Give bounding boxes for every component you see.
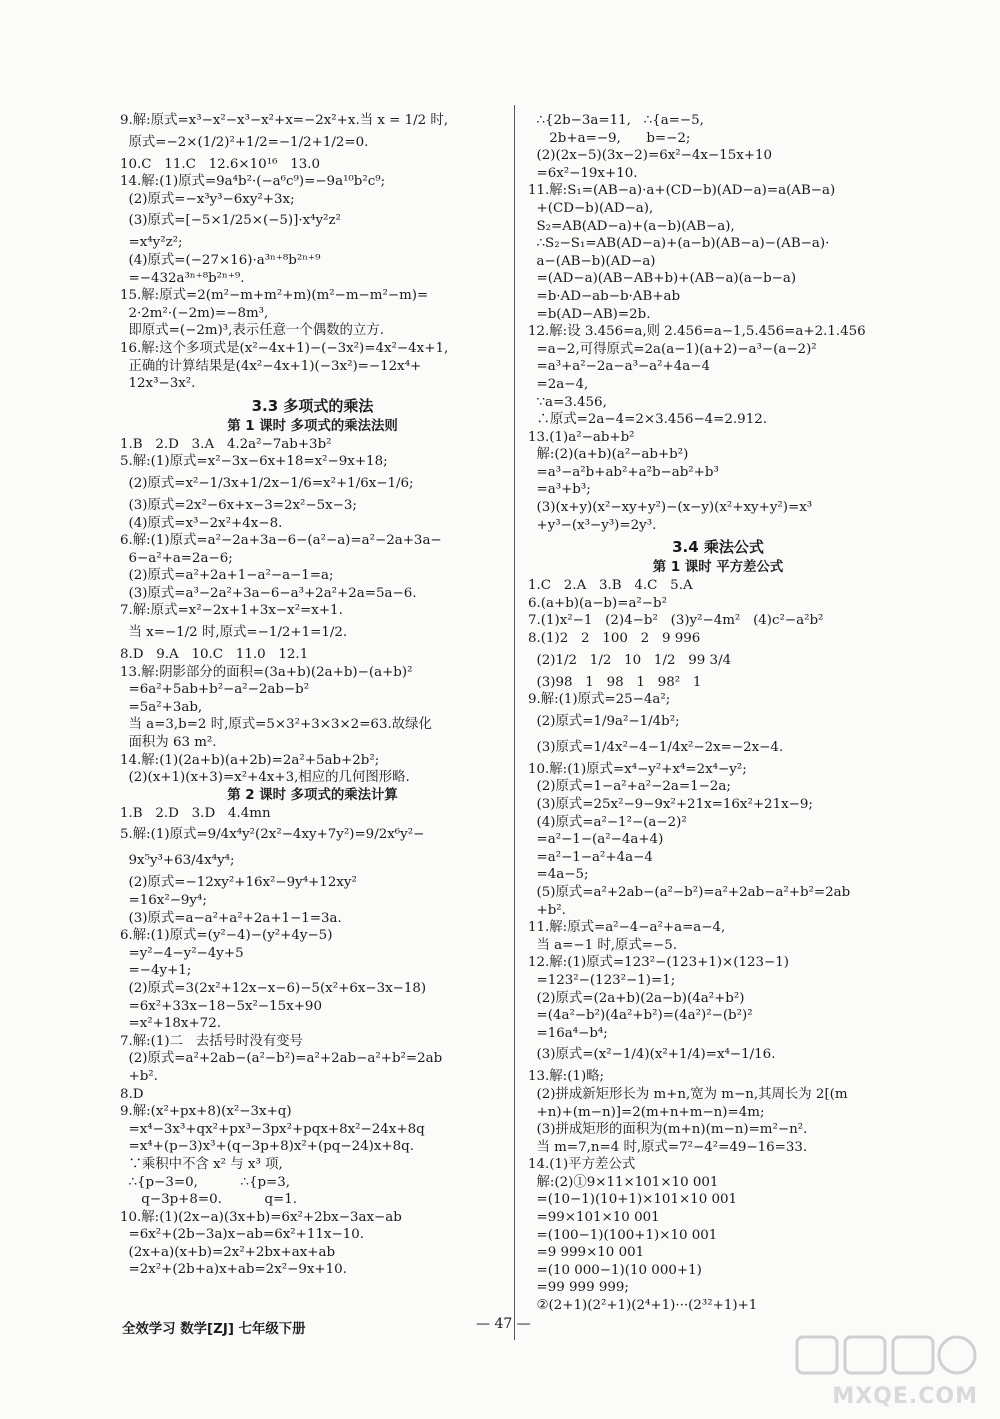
answer-line: 当 a=−1 时,原式=−5.	[528, 937, 678, 953]
answer-line: =99×101×10 001	[528, 1210, 660, 1226]
answer-line: =a³+a²−2a−a³−a²+4a−4	[528, 359, 710, 375]
answer-line: =−432a³ⁿ⁺⁸b²ⁿ⁺⁹.	[120, 270, 245, 286]
answer-line: +(CD−b)(AD−a),	[528, 200, 654, 216]
answer-line: 11.解:S₁=(AB−a)·a+(CD−b)(AD−a)=a(AB−a)	[528, 183, 836, 199]
answer-line: =16a⁴−b⁴;	[528, 1025, 608, 1041]
answer-line: (2)拼成新矩形长为 m+n,宽为 m−n,其周长为 2[(m	[528, 1086, 848, 1102]
answer-line: (3)(x+y)(x²−xy+y²)−(x−y)(x²+xy+y²)=x³	[528, 500, 813, 516]
answer-line: 9.解:原式=x³−x²−x³−x²+x=−2x²+x.当 x = 1/2 时,	[120, 113, 449, 128]
section-heading: 3.3 多项式的乘法	[251, 396, 374, 415]
answer-line: (4)原式=x³−2x²+4x−8.	[120, 515, 283, 531]
answer-line: 1.B 2.D 3.A 4.2a²−7ab+3b²	[120, 436, 332, 452]
answer-line: 9.解:(x²+px+8)(x²−3x+q)	[120, 1104, 292, 1120]
answer-line: 当 m=7,n=4 时,原式=7²−4²=49−16=33.	[528, 1139, 808, 1155]
answer-line: +b².	[120, 1068, 158, 1084]
answer-line: 5.解:(1)原式=x²−3x−6x+18=x²−9x+18;	[120, 454, 388, 470]
answer-line: 6.(a+b)(a−b)=a²−b²	[528, 595, 667, 611]
answer-line: 原式=−2×(1/2)²+1/2=−1/2+1/2=0.	[120, 134, 369, 150]
right-column	[528, 112, 908, 1315]
answer-line: (4)原式=(−27×16)·a³ⁿ⁺⁸b²ⁿ⁺⁹	[120, 252, 321, 268]
answer-line: 13.解:阴影部分的面积=(3a+b)(2a+b)−(a+b)²	[120, 664, 413, 680]
answer-line: 当 a=3,b=2 时,原式=5×3²+3×3×2=63.故绿化	[120, 717, 432, 733]
answer-line: (2)原式=−x³y³−6xy²+3x;	[120, 191, 295, 207]
answer-line: 9.解:(1)原式=25−4a²;	[528, 692, 671, 708]
answer-line: (2)原式=−12xy²+16x²−9y⁴+12xy²	[120, 875, 357, 891]
answer-line: ∴{p−3=0, ∴{p=3,	[120, 1174, 291, 1190]
section-heading: 3.4 乘法公式	[672, 538, 764, 557]
answer-line: (2)原式=a²+2a+1−a²−a−1=a;	[120, 568, 334, 584]
answer-line: S₂=AB(AD−a)+(a−b)(AB−a),	[528, 218, 735, 234]
answer-line: 解:(2)①9×11×101×10 001	[528, 1174, 719, 1190]
answer-line: 6.解:(1)原式=a²−2a+3a−6−(a²−a)=a²−2a+3a−	[120, 533, 442, 549]
answer-line: =(10−1)(10+1)×101×10 001	[528, 1192, 738, 1208]
answer-line: 13.解:(1)略;	[528, 1069, 605, 1085]
answer-line: =6x²−19x+10.	[528, 165, 638, 181]
answer-line: =x²+18x+72.	[120, 1016, 221, 1032]
answer-line: 解:(2)(a+b)(a²−ab+b²)	[528, 447, 689, 463]
answer-line: 即原式=(−2m)³,表示任意一个偶数的立方.	[120, 323, 384, 339]
answer-line: (4)原式=a²−1²−(a−2)²	[528, 814, 687, 830]
answer-line: =x⁴+(p−3)x³+(q−3p+8)x²+(pq−24)x+8q.	[120, 1139, 414, 1155]
answer-line: =x⁴y²z²;	[120, 235, 183, 251]
answer-line: (2)原式=3(2x²+12x−x−6)−5(x²+6x−3x−18)	[120, 980, 427, 996]
page-number: — 47 —	[476, 1316, 531, 1332]
answer-line: 当 x=−1/2 时,原式=−1/2+1=1/2.	[120, 625, 348, 641]
answer-line: ∵a=3.456,	[528, 394, 607, 410]
answer-line: (2)(x+1)(x+3)=x²+4x+3,相应的几何图形略.	[120, 770, 410, 786]
answer-line: 9x⁵y³+63/4x⁴y⁴;	[120, 853, 235, 869]
answer-line: (5)原式=a²+2ab−(a²−b²)=a²+2ab−a²+b²=2ab	[528, 884, 851, 900]
answer-line: (2x+a)(x+b)=2x²+2bx+ax+ab	[120, 1244, 336, 1260]
answer-line: ∵乘积中不含 x² 与 x³ 项,	[120, 1156, 283, 1172]
answer-line: q−3p+8=0. q=1.	[120, 1192, 298, 1208]
answer-line: 8.(1)2 2 100 2 9 996	[528, 631, 701, 647]
answer-line: =a²−1−a²+4a−4	[528, 849, 653, 865]
answer-line: +y³−(x³−y³)=2y³.	[528, 517, 657, 533]
answer-line: 5.解:(1)原式=9/4x⁴y²(2x²−4xy+7y²)=9/2x⁶y²−	[120, 827, 425, 843]
answer-line: =4a−5;	[528, 867, 589, 883]
answer-line: =−4y+1;	[120, 963, 192, 979]
lesson-heading: 第 2 课时 多项式的乘法计算	[227, 787, 398, 803]
answer-line: +b².	[528, 902, 566, 918]
answer-line: ∴{2b−3a=11, ∴{a=−5,	[528, 113, 704, 128]
answer-line: 10.C 11.C 12.6×10¹⁶ 13.0	[120, 156, 321, 172]
answer-line: (2)原式=1/9a²−1/4b²;	[528, 713, 680, 729]
answer-line: (2)原式=(2a+b)(2a−b)(4a²+b²)	[528, 990, 745, 1006]
answer-line: 6−a²+a=2a−6;	[120, 550, 233, 566]
lesson-heading: 第 1 课时 多项式的乘法法则	[227, 418, 398, 434]
answer-line: ∴S₂−S₁=AB(AD−a)+(a−b)(AB−a)−(AB−a)·	[528, 236, 830, 252]
answer-line: 8.D	[120, 1086, 144, 1102]
answer-line: +n)+(m−n)]=2(m+n+m−n)=4m;	[528, 1104, 765, 1120]
answer-line: 8.D 9.A 10.C 11.0 12.1	[120, 647, 309, 663]
answer-line: =6x²+(2b−3a)x−ab=6x²+11x−10.	[120, 1227, 364, 1243]
answer-line: =6x²+33x−18−5x²−15x+90	[120, 998, 322, 1014]
answer-line: 12x³−3x².	[120, 376, 196, 392]
answer-line: =(10 000−1)(10 000+1)	[528, 1262, 702, 1278]
answer-line: =b·AD−ab−b·AB+ab	[528, 288, 681, 304]
answer-line: =6a²+5ab+b²−a²−2ab−b²	[120, 682, 310, 698]
answer-line: =(100−1)(100+1)×10 001	[528, 1227, 718, 1243]
answer-line: =y²−4−y²−4y+5	[120, 945, 244, 961]
answer-line: 7.解:(1)二 去括号时没有变号	[120, 1033, 303, 1049]
answer-line: (3)原式=1/4x²−4−1/4x²−2x=−2x−4.	[528, 739, 784, 755]
answer-line: 14.(1)平方差公式	[528, 1157, 636, 1173]
answer-line: 12.解:设 3.456=a,则 2.456=a−1,5.456=a+2.1.456	[528, 324, 866, 340]
answer-line: =9 999×10 001	[528, 1245, 645, 1261]
footer-book-title: 全效学习 数学[ZJ] 七年级下册	[122, 1322, 306, 1337]
answer-line: 13.(1)a²−ab+b²	[528, 429, 635, 445]
answer-line: 16.解:这个多项式是(x²−4x+1)−(−3x²)=4x²−4x+1,	[120, 340, 449, 356]
answer-line: 15.解:原式=2(m²−m+m²+m)(m²−m−m²−m)=	[120, 288, 429, 304]
answer-line: (2)(2x−5)(3x−2)=6x²−4x−15x+10	[528, 148, 773, 164]
lesson-heading: 第 1 课时 平方差公式	[652, 560, 784, 576]
answer-line: =(AD−a)(AB−AB+b)+(AB−a)(a−b−a)	[528, 271, 797, 287]
answer-line: (2)1/2 1/2 10 1/2 99 3/4	[528, 652, 732, 668]
left-column	[120, 112, 505, 1279]
answer-line: ∴原式=2a−4=2×3.456−4=2.912.	[528, 412, 767, 428]
answer-line: =x⁴−3x³+qx²+px³−3px²+pqx+8x²−24x+8q	[120, 1121, 425, 1137]
answer-line: 正确的计算结果是(4x²−4x+1)(−3x²)=−12x⁴+	[120, 358, 422, 374]
answer-line: (2)原式=1−a²+a²−2a=1−2a;	[528, 779, 731, 795]
answer-line: (3)原式=a³−2a²+3a−6−a³+2a²+2a=5a−6.	[120, 585, 417, 601]
answer-line: 14.解:(1)(2a+b)(a+2b)=2a²+5ab+2b²;	[120, 752, 380, 768]
answer-line: (2)原式=x²−1/3x+1/2x−1/6=x²+1/6x−1/6;	[120, 475, 414, 491]
answer-line: =a³−a²b+ab²+a²b−ab²+b³	[528, 464, 719, 480]
answer-line: =2x²+(2b+a)x+ab=2x²−9x+10.	[120, 1262, 347, 1278]
answer-line: (2)原式=a²+2ab−(a²−b²)=a²+2ab−a²+b²=2ab	[120, 1051, 443, 1067]
answer-line: =5a²+3ab,	[120, 699, 203, 715]
answer-line: 1.B 2.D 3.D 4.4mn	[120, 805, 271, 821]
answer-line: (3)原式=2x²−6x+x−3=2x²−5x−3;	[120, 497, 357, 513]
answer-line: =b(AD−AB)=2b.	[528, 306, 651, 322]
answer-line: =99 999 999;	[528, 1280, 629, 1296]
column-divider	[514, 105, 515, 1340]
answer-line: =123²−(123²−1)=1;	[528, 972, 676, 988]
answer-line: 7.(1)x²−1 (2)4−b² (3)y²−4m² (4)c²−a²b²	[528, 613, 824, 629]
answer-line: 10.解:(1)原式=x⁴−y²+x⁴=2x⁴−y²;	[528, 761, 747, 777]
watermark-text: MXQE.COM	[832, 1384, 978, 1409]
answer-line: 6.解:(1)原式=(y²−4)−(y²+4y−5)	[120, 928, 333, 944]
answer-line: =a−2,可得原式=2a(a−1)(a+2)−a³−(a−2)²	[528, 341, 817, 357]
answer-line: 1.C 2.A 3.B 4.C 5.A	[528, 578, 693, 594]
answer-line: 12.解:(1)原式=123²−(123+1)×(123−1)	[528, 955, 790, 971]
answer-line: 14.解:(1)原式=9a⁴b²·(−a⁶c⁹)=−9a¹⁰b²c⁹;	[120, 174, 386, 190]
answer-line: (3)原式=(x²−1/4)(x²+1/4)=x⁴−1/16.	[528, 1047, 776, 1063]
answer-line: =(4a²−b²)(4a²+b²)=(4a²)²−(b²)²	[528, 1008, 753, 1024]
answer-line: 2·2m²·(−2m)=−8m³,	[120, 305, 269, 321]
answer-line: (3)原式=25x²−9−9x²+21x=16x²+21x−9;	[528, 797, 813, 812]
answer-line: (3)原式=a−a²+a²+2a+1−1=3a.	[120, 910, 342, 926]
answer-line: =2a−4,	[528, 376, 589, 392]
answer-line: ②(2+1)(2²+1)(2⁴+1)···(2³²+1)+1	[528, 1298, 758, 1314]
answer-line: 7.解:原式=x²−2x+1+3x−x²=x+1.	[120, 603, 343, 619]
answer-line: =a³+b³;	[528, 482, 591, 498]
answer-line: (3)拼成矩形的面积为(m+n)(m−n)=m²−n².	[528, 1122, 808, 1138]
answer-line: 10.解:(1)(2x−a)(3x+b)=6x²+2bx−3ax−ab	[120, 1209, 402, 1225]
answer-line: (3)原式=[−5×1/25×(−5)]·x⁴y²z²	[120, 213, 341, 229]
answer-line: a−(AB−b)(AD−a)	[528, 253, 656, 269]
answer-line: =16x²−9y⁴;	[120, 893, 207, 908]
answer-line: 2b+a=−9, b=−2;	[528, 130, 691, 146]
answer-line: 面积为 63 m².	[120, 735, 217, 751]
answer-line: 11.解:原式=a²−4−a²+a=a−4,	[528, 920, 726, 936]
answer-line: =a²−1−(a²−4a+4)	[528, 832, 664, 848]
answer-line: (3)98 1 98 1 98² 1	[528, 674, 702, 690]
